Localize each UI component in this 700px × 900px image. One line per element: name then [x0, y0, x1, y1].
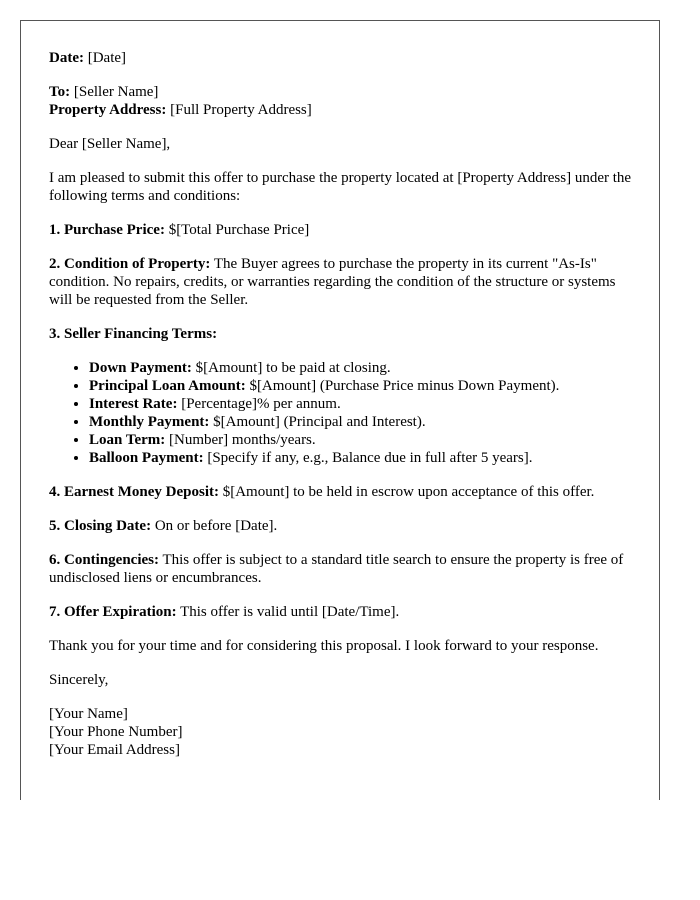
- financing-item-monthly-payment: [89, 413, 639, 431]
- date-value: [Date]: [83, 50, 127, 66]
- earnest-money-label: 4. Earnest Money Deposit:: [49, 484, 219, 500]
- offer-expiration-text: This offer is valid until [Date/Time].: [176, 604, 400, 620]
- signature-email: [Your Email Address]: [49, 742, 180, 758]
- offer-expiration-label: 7. Offer Expiration:: [49, 604, 177, 620]
- financing-item-balloon-payment: [89, 449, 639, 467]
- purchase-price-text: $[Total Purchase Price]: [164, 222, 310, 238]
- financing-item-text: [Specify if any, e.g., Balance due in full after 5 years].: [203, 450, 533, 466]
- financing-label: 3. Seller Financing Terms:: [49, 326, 218, 342]
- condition-text: The Buyer agrees to purchase the property in its current "As-Is" condition. No repairs, credits, or warranties regarding the condition of the structure or systems will be requested from the Seller.: [49, 256, 616, 308]
- date-line: [49, 49, 639, 67]
- signature-block: [49, 705, 639, 759]
- closing-date-label: 5. Closing Date:: [49, 518, 152, 534]
- financing-item-text: [Number] months/years.: [165, 432, 316, 448]
- signoff: Sincerely,: [49, 672, 109, 688]
- closing-paragraph: Thank you for your time and for considering this proposal. I look forward to your response.: [49, 638, 599, 654]
- date-label: Date:: [49, 50, 84, 66]
- property-address-label: Property Address:: [49, 102, 167, 118]
- to-value: [Seller Name]: [70, 84, 159, 100]
- salutation: Dear [Seller Name],: [49, 136, 171, 152]
- financing-item-label: Balloon Payment:: [89, 450, 204, 466]
- section-closing-date: [49, 517, 639, 535]
- financing-item-label: Down Payment:: [89, 360, 192, 376]
- financing-item-label: Monthly Payment:: [89, 414, 210, 430]
- financing-item-label: Loan Term:: [89, 432, 166, 448]
- recipient-block: [49, 83, 639, 119]
- financing-item-text: $[Amount] to be paid at closing.: [191, 360, 391, 376]
- intro-paragraph: I am pleased to submit this offer to purchase the property located at [Property Address] under the following terms and conditions:: [49, 170, 632, 204]
- financing-item-principal: [89, 377, 639, 395]
- financing-terms-list: [49, 359, 639, 467]
- earnest-money-text: $[Amount] to be held in escrow upon acceptance of this offer.: [218, 484, 595, 500]
- letter-content: [49, 49, 639, 775]
- to-label: To:: [49, 84, 71, 100]
- purchase-price-label: 1. Purchase Price:: [49, 222, 165, 238]
- contingencies-text: This offer is subject to a standard title search to ensure the property is free of undisclosed liens or encumbrances.: [49, 552, 624, 586]
- financing-item-label: Principal Loan Amount:: [89, 378, 246, 394]
- signature-phone: [Your Phone Number]: [49, 724, 183, 740]
- financing-item-interest-rate: [89, 395, 639, 413]
- contingencies-label: 6. Contingencies:: [49, 552, 159, 568]
- section-financing: [49, 325, 639, 343]
- section-purchase-price: [49, 221, 639, 239]
- financing-item-text: $[Amount] (Principal and Interest).: [209, 414, 426, 430]
- financing-item-loan-term: [89, 431, 639, 449]
- letter-page: [20, 20, 660, 800]
- to-line: [49, 83, 639, 101]
- financing-item-label: Interest Rate:: [89, 396, 178, 412]
- section-contingencies: [49, 551, 639, 587]
- section-earnest-money: [49, 483, 639, 501]
- signature-name: [Your Name]: [49, 706, 128, 722]
- condition-label: 2. Condition of Property:: [49, 256, 211, 272]
- financing-item-text: $[Amount] (Purchase Price minus Down Payment).: [245, 378, 560, 394]
- property-address-line: [49, 101, 639, 119]
- property-address-value: [Full Property Address]: [166, 102, 312, 118]
- financing-item-down-payment: [89, 359, 639, 377]
- section-offer-expiration: [49, 603, 639, 621]
- section-condition: [49, 255, 639, 309]
- financing-item-text: [Percentage]% per annum.: [177, 396, 341, 412]
- closing-date-text: On or before [Date].: [151, 518, 278, 534]
